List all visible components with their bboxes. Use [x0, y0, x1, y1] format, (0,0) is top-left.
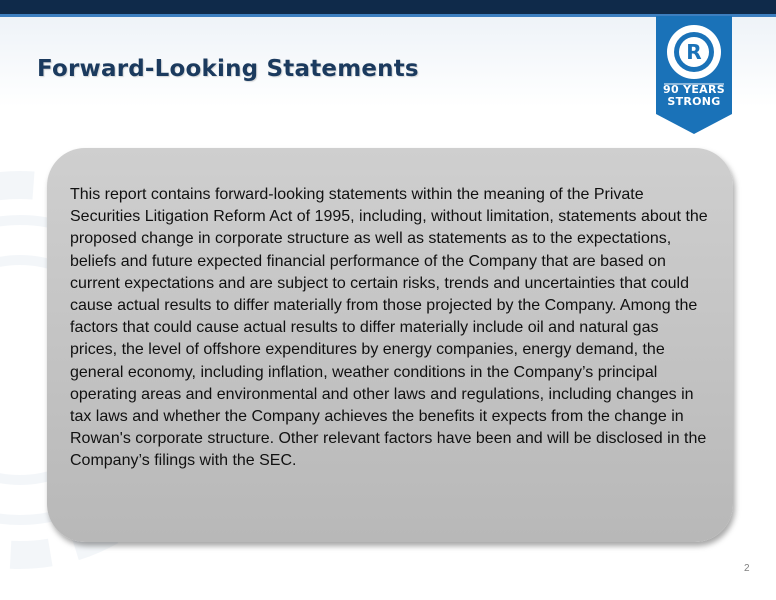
statement-body-text: This report contains forward-looking statements within the meaning of the Private Securities Litigation Reform Act of 1995, including, without limitation, statements about the proposed change in corporate structure as well as statements as to the expectations, beliefs and future expected financial performance of the Company that are based on current expectations and are subject to certain risks, trends and uncertainties that could cause actual results to differ materially from those projected by the Company. Among the factors that could cause actual results to differ materially include oil and natural gas prices, the level of offshore expenditures by energy companies, energy demand, the general economy, including inflation, weather conditions in the Company’s principal operating areas and environmental and other laws and regulations, including changes in tax laws and whether the Company achieves the benefits it expects from the change in Rowan's corporate structure. Other relevant factors have been and will be disclosed in the Company’s filings with the SEC. [70, 186, 708, 470]
top-bar [0, 0, 776, 14]
slide-title: Forward-Looking Statements [37, 56, 419, 82]
page-number: 2 [744, 563, 750, 574]
rowan-90-years-badge [656, 16, 732, 134]
badge-strong-text: STRONG [667, 95, 721, 108]
badge-years-text: 90 YEARS [663, 83, 725, 96]
badge-logo-letter: R [686, 40, 702, 64]
